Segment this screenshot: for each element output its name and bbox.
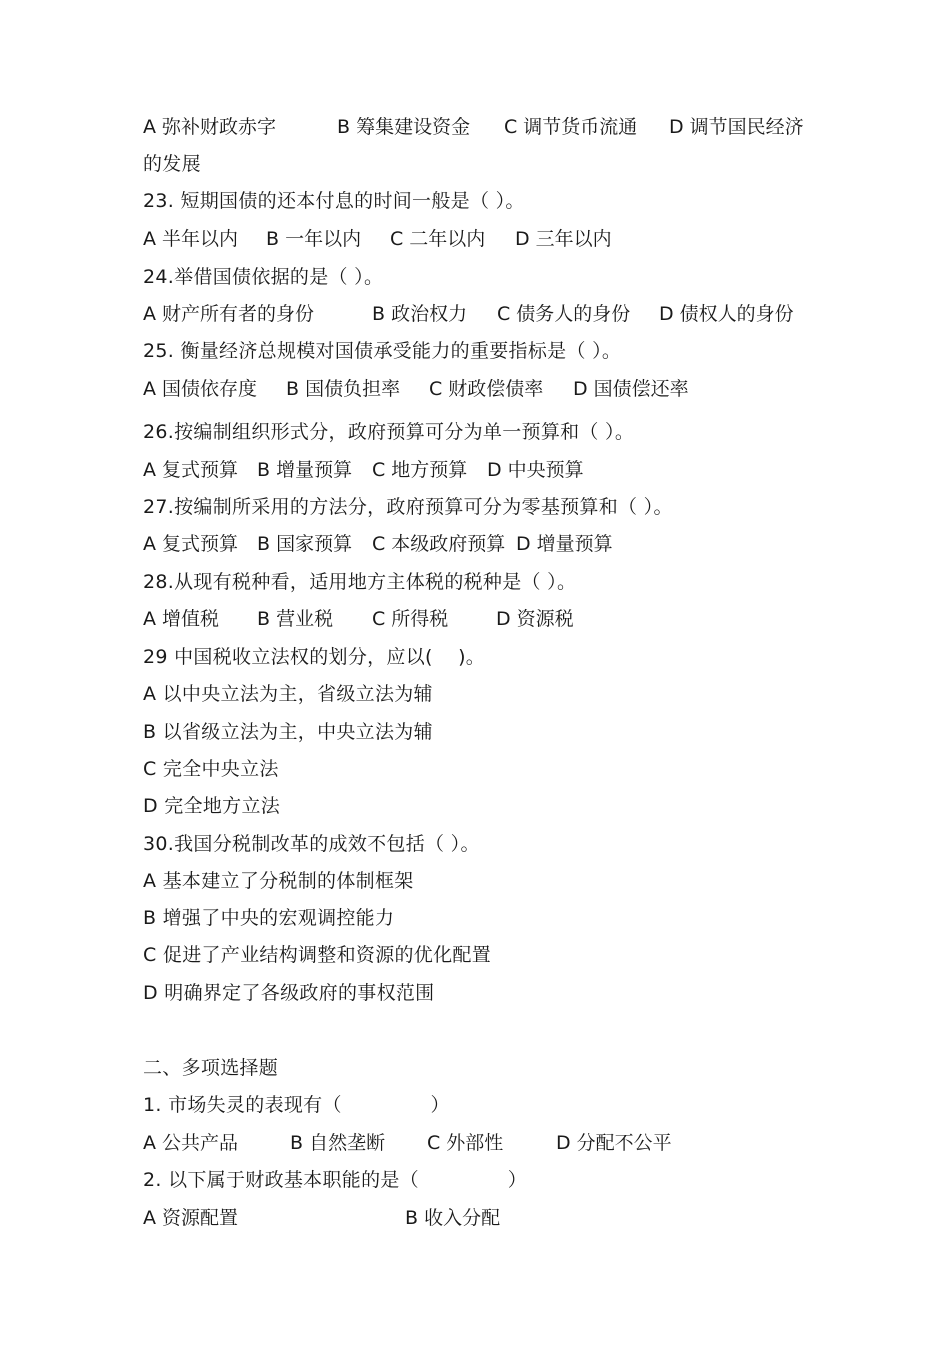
s2-q2-option-b: B 收入分配	[405, 1207, 501, 1229]
s2-q2-option-a: A 资源配置	[143, 1207, 239, 1229]
q22-option-b: B 筹集建设资金	[337, 116, 471, 138]
q22-option-d-continued: 的发展	[143, 153, 201, 175]
q27-option-a: A 复式预算	[143, 533, 239, 555]
q23-option-d: D 三年以内	[515, 228, 612, 250]
q30-option-c: C 促进了产业结构调整和资源的优化配置	[143, 944, 492, 966]
q25-option-b: B 国债负担率	[286, 378, 401, 400]
q29-option-a: A 以中央立法为主，省级立法为辅	[143, 683, 433, 705]
q25-option-d: D 国债偿还率	[573, 378, 689, 400]
q24-option-c: C 债务人的身份	[497, 303, 631, 325]
s2-q1-stem: 1. 市场失灵的表现有（ ）	[143, 1094, 450, 1116]
q24-option-d: D 债权人的身份	[659, 303, 794, 325]
q23-stem: 23. 短期国债的还本付息的时间一般是（ ）。	[143, 190, 525, 212]
q26-option-a: A 复式预算	[143, 459, 239, 481]
q28-option-a: A 增值税	[143, 608, 220, 630]
q30-option-a: A 基本建立了分税制的体制框架	[143, 870, 414, 892]
q26-option-b: B 增量预算	[257, 459, 353, 481]
q24-option-a: A 财产所有者的身份	[143, 303, 315, 325]
q26-stem: 26.按编制组织形式分，政府预算可分为单一预算和（ ）。	[143, 421, 635, 443]
q27-option-d: D 增量预算	[516, 533, 613, 555]
q28-stem: 28.从现有税种看，适用地方主体税的税种是（ ）。	[143, 571, 577, 593]
q24-stem: 24.举借国债依据的是（ ）。	[143, 266, 384, 288]
q23-option-c: C 二年以内	[390, 228, 486, 250]
q25-stem: 25. 衡量经济总规模对国债承受能力的重要指标是（ ）。	[143, 340, 622, 362]
q28-option-d: D 资源税	[496, 608, 574, 630]
q23-option-a: A 半年以内	[143, 228, 239, 250]
section-title: 二、多项选择题	[143, 1057, 279, 1079]
q25-option-a: A 国债依存度	[143, 378, 258, 400]
q27-stem: 27.按编制所采用的方法分，政府预算可分为零基预算和（ ）。	[143, 496, 673, 518]
q29-option-d: D 完全地方立法	[143, 795, 281, 817]
s2-q2-stem: 2. 以下属于财政基本职能的是（ ）	[143, 1169, 528, 1191]
q28-option-b: B 营业税	[257, 608, 334, 630]
q24-option-b: B 政治权力	[372, 303, 468, 325]
q22-option-c: C 调节货币流通	[504, 116, 638, 138]
q25-option-c: C 财政偿债率	[429, 378, 544, 400]
q27-option-b: B 国家预算	[257, 533, 353, 555]
q28-option-c: C 所得税	[372, 608, 449, 630]
s2-q1-option-a: A 公共产品	[143, 1132, 239, 1154]
q23-option-b: B 一年以内	[266, 228, 362, 250]
q27-option-c: C 本级政府预算	[372, 533, 506, 555]
q30-stem: 30.我国分税制改革的成效不包括（ ）。	[143, 833, 480, 855]
q30-option-d: D 明确界定了各级政府的事权范围	[143, 982, 435, 1004]
q22-option-d: D 调节国民经济	[669, 116, 804, 138]
q29-option-c: C 完全中央立法	[143, 758, 279, 780]
s2-q1-option-d: D 分配不公平	[556, 1132, 672, 1154]
s2-q1-option-c: C 外部性	[427, 1132, 504, 1154]
s2-q1-option-b: B 自然垄断	[290, 1132, 386, 1154]
q30-option-b: B 增强了中央的宏观调控能力	[143, 907, 395, 929]
q29-stem: 29 中国税收立法权的划分，应以( )。	[143, 646, 486, 668]
q26-option-d: D 中央预算	[487, 459, 584, 481]
q22-option-a: A 弥补财政赤字	[143, 116, 277, 138]
q29-option-b: B 以省级立法为主，中央立法为辅	[143, 721, 433, 743]
q26-option-c: C 地方预算	[372, 459, 468, 481]
